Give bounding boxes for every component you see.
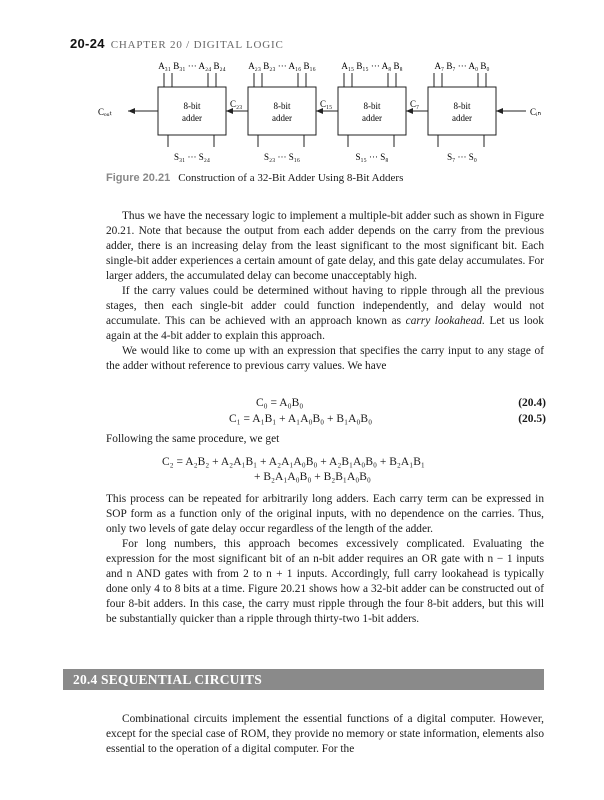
equation-number: (20.5): [518, 413, 546, 425]
carry-15-label: C₁₅: [320, 99, 333, 109]
section-heading-bar: [63, 669, 544, 690]
body-block-1: [106, 209, 544, 374]
adder-box-0: [428, 87, 496, 135]
adder-3-label2: adder: [182, 113, 202, 123]
adder-1-inputs: A₁₅ B₁₅ ··· A₈ B₈: [341, 61, 403, 71]
page-header: [70, 36, 284, 52]
figure-caption: [106, 172, 403, 184]
paragraph: For long numbers, this approach becomes excessively complicated. Evaluating the expression for the most significant bit of an n-bit adder requires an OR gate with n − 1 inputs and n AND gates with from 2 to n + 1 inputs. Accordingly, full carry lookahead is typically done only 4 to 8 bits at a time. Figure 20.21 shows how a 32-bit adder can be constructed out of four 8-bit adders. In this case, the carry must ripple through the four 8-bit adders, but this will be substantially quicker than a ripple through thirty-two 1-bit adders.: [106, 538, 544, 625]
adder-diagram: [96, 55, 556, 170]
adder-0-label2: adder: [452, 113, 472, 123]
adder-2-inputs: A₂₃ B₂₃ ··· A₁₆ B₁₆: [248, 61, 316, 71]
paragraph: This process can be repeated for arbitrarily long adders. Each carry term can be expressed in SOP form as a function only of the original inputs, with no dependence on the carries. Thus, only two levels of gate delay occur regardless of the length of the adder.: [106, 493, 544, 535]
adder-3-label1: 8-bit: [183, 101, 201, 111]
adder-2-label2: adder: [272, 113, 292, 123]
body-block-3: [106, 492, 544, 627]
paragraph: We would like to come up with an expression that specifies the carry input to any stage of the adder without reference to previous carry values. We have: [106, 345, 544, 372]
adder-box-2: [248, 87, 316, 135]
adder-box-1: [338, 87, 406, 135]
carry-out-label: Cₒᵤₜ: [98, 107, 113, 117]
adder-box-3: [158, 87, 226, 135]
carry-7-label: C₇: [410, 99, 420, 109]
adder-2-label1: 8-bit: [273, 101, 291, 111]
figure-caption-text: Construction of a 32-Bit Adder Using 8-Bit Adders: [178, 172, 404, 184]
adder-0-outputs: S₇ ··· S₀: [447, 152, 477, 162]
paragraph: Following the same procedure, we get: [106, 433, 280, 445]
section-heading: 20.4 SEQUENTIAL CIRCUITS: [73, 672, 262, 687]
body-block-4: [106, 712, 544, 757]
carry-in-label: Cᵢₙ: [530, 107, 542, 117]
paragraph: If the carry values could be determined without having to ripple through all the previous stages, then each single-bit adder could function independently, and delay would not accumulate. This can be achieved with an approach known as carry lookahead. Let us look again at the 4-bit adder to explain this approach.: [106, 285, 544, 342]
adder-3-outputs: S₃₁ ··· S₂₄: [173, 152, 211, 162]
figure-number: Figure 20.21: [106, 172, 171, 184]
body-block-2: [106, 432, 544, 447]
adder-0-inputs: A₇ B₇ ··· A₀ B₀: [434, 61, 490, 71]
adder-1-label2: adder: [362, 113, 382, 123]
adder-0-label1: 8-bit: [453, 101, 471, 111]
equation-number: (20.4): [518, 397, 546, 409]
carry-23-label: C₂₃: [230, 99, 243, 109]
paragraph: Combinational circuits implement the essential functions of a digital computer. However, except for the special case of ROM, they provide no memory or state information, elements also essential to the operation of a digital computer. For the: [106, 713, 544, 755]
adder-1-outputs: S₁₅ ··· S₈: [355, 152, 389, 162]
adder-2-outputs: S₂₃ ··· S₁₆: [263, 152, 301, 162]
adder-1-label1: 8-bit: [363, 101, 381, 111]
adder-3-inputs: A₃₁ B₃₁ ··· A₂₄ B₂₄: [158, 61, 226, 71]
paragraph: Thus we have the necessary logic to implement a multiple-bit adder such as shown in Figure 20.21. Note that because the output from each adder depends on the carry from the previous adder, there is an increasing delay from the least significant to the most significant bit. Each single-bit adder experiences a certain amount of gate delay, and this gate delay accumulates. For larger adders, the accumulated delay can become unacceptably high.: [106, 210, 544, 282]
page-number: 20-24: [70, 36, 105, 51]
chapter-title: CHAPTER 20 / DIGITAL LOGIC: [110, 39, 284, 51]
